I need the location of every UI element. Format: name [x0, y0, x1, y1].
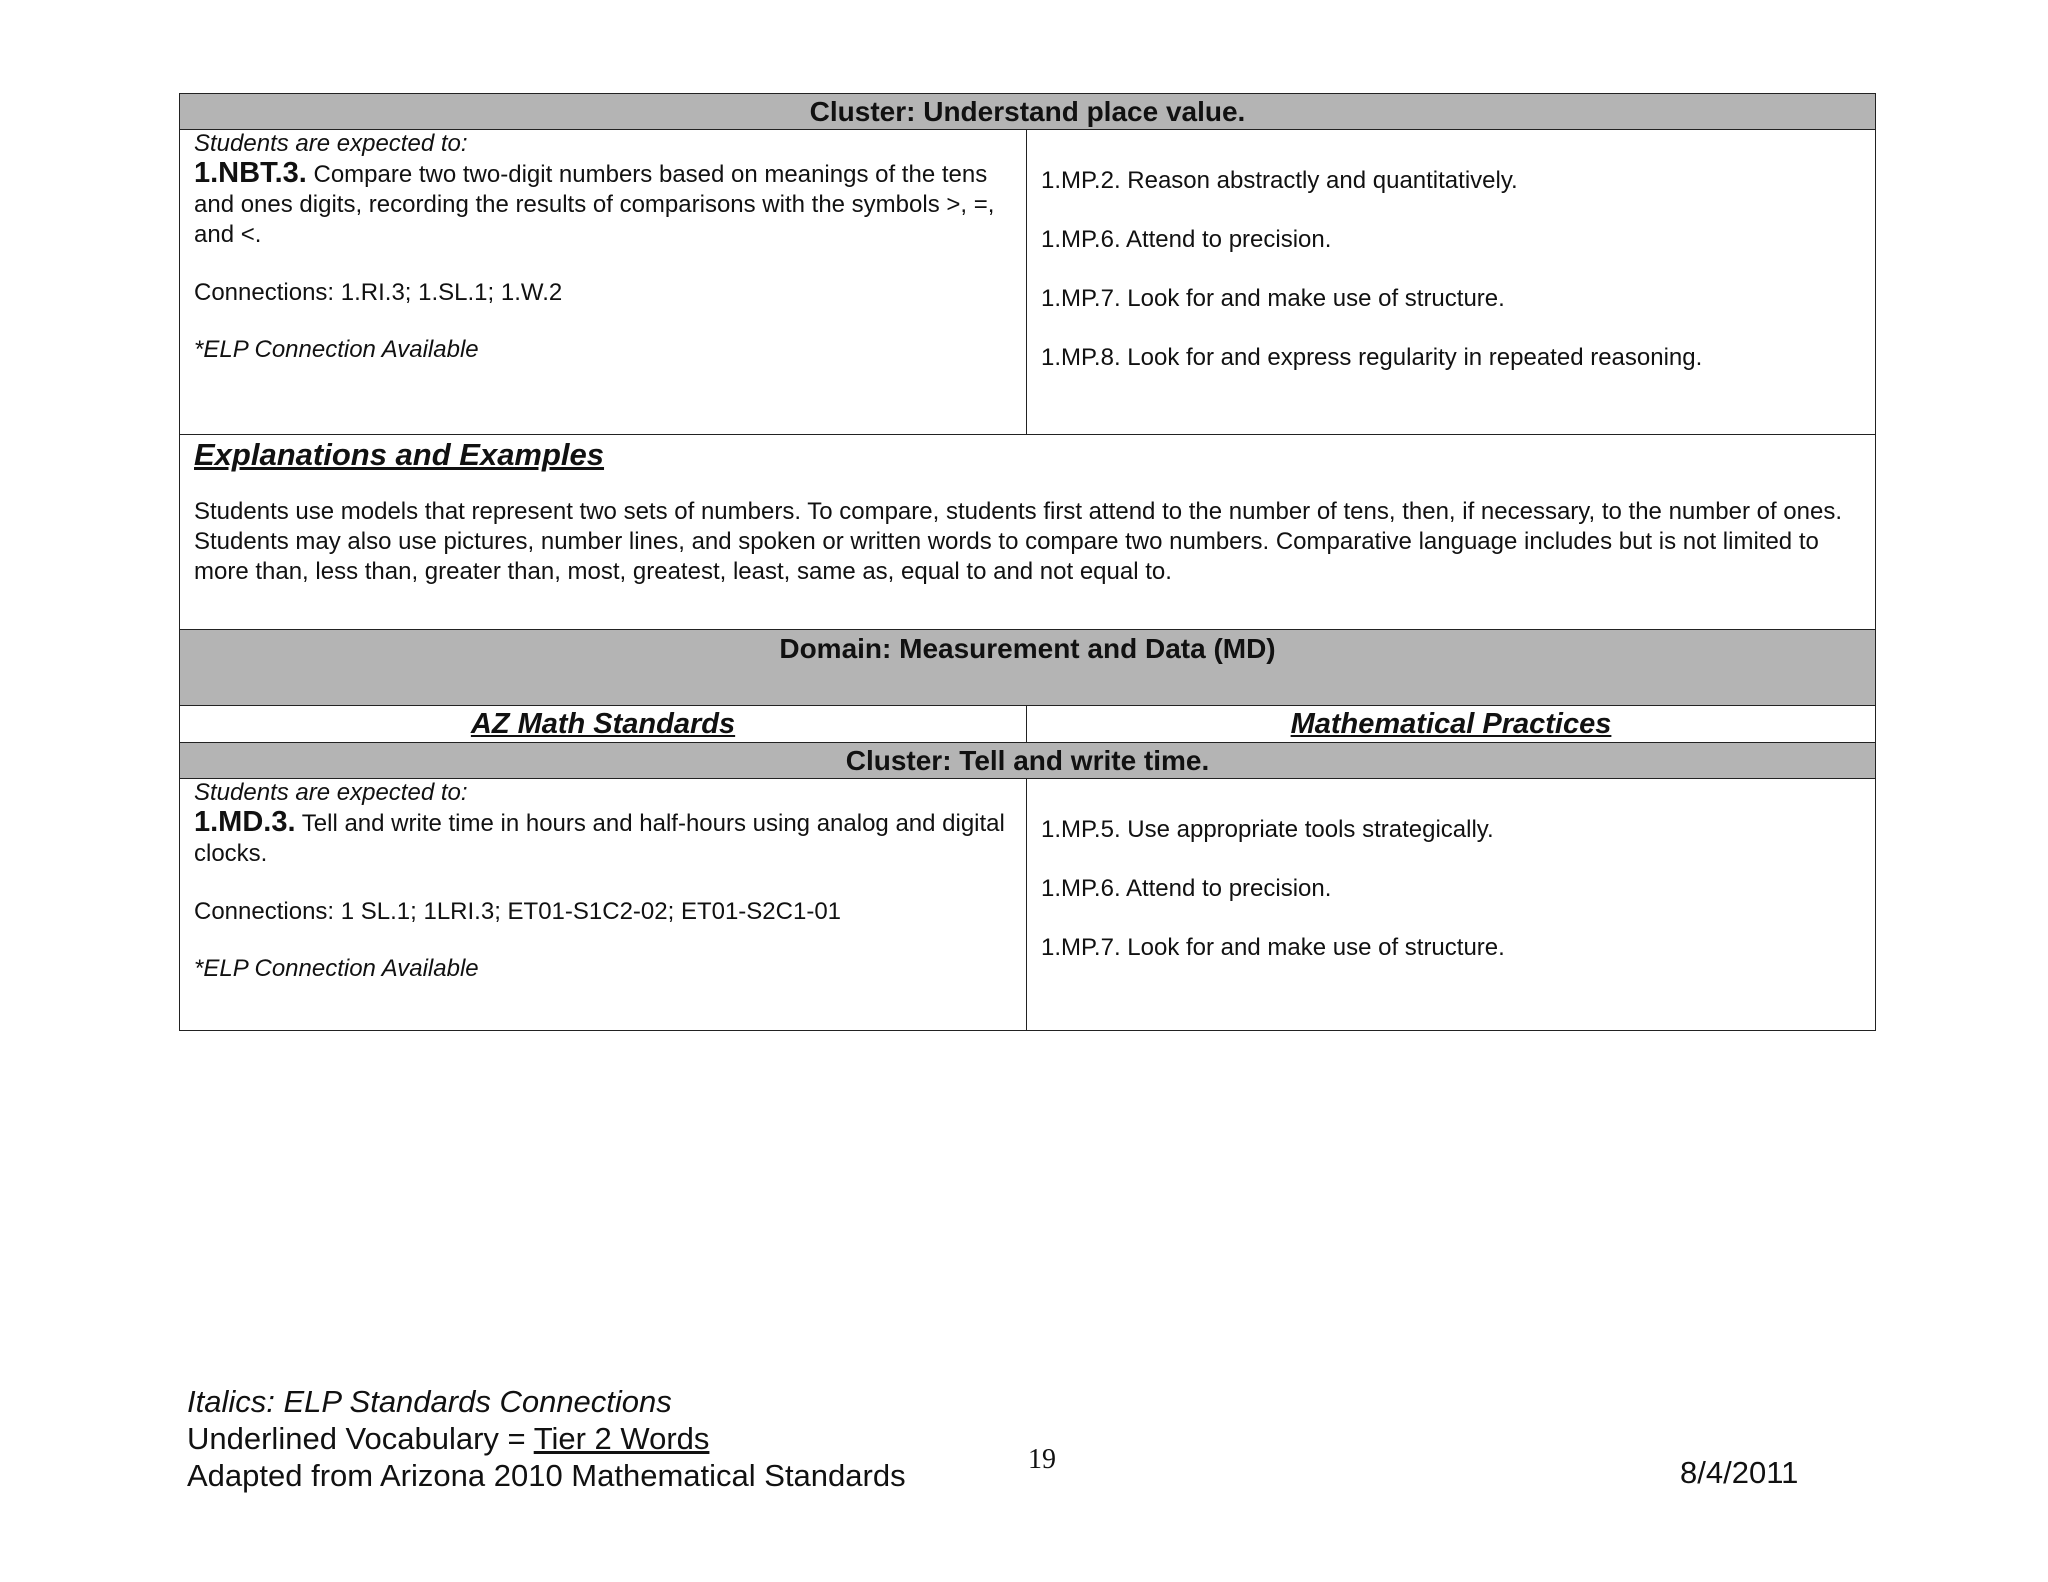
standard-cell — [180, 130, 1027, 435]
practice-item: 1.MP.6. Attend to precision. — [1041, 226, 1332, 253]
footer-tier-words: Tier 2 Words — [533, 1421, 710, 1456]
footer-source-note: Adapted from Arizona 2010 Mathematical Standards — [187, 1458, 906, 1493]
footer-vocabulary-prefix: Underlined Vocabulary = — [187, 1421, 534, 1456]
practice-item: 1.MP.7. Look for and make use of structure. — [1041, 285, 1505, 312]
practice-item: 1.MP.5. Use appropriate tools strategically. — [1041, 816, 1494, 843]
standard-code: 1.MD.3. — [194, 806, 296, 838]
footer-notes — [187, 1383, 906, 1494]
standard-text — [194, 807, 1012, 869]
practice-item: 1.MP.8. Look for and express regularity in repeated reasoning. — [1041, 344, 1703, 371]
standard-code: 1.NBT.3. — [194, 157, 307, 189]
elp-connection: *ELP Connection Available — [194, 955, 479, 982]
domain-header: Domain: Measurement and Data (MD) — [180, 630, 1876, 706]
explanations-text: Students use models that represent two sets of numbers. To compare, students first attend to the number of tens, then, if necessary, to the number of ones. Students may also use pictures, number lines, and spoken or written words to compare two numbers. Comparative language includes but is not limited to more than, less than, greater than, most, greatest, least, same as, equal to and not equal to. — [194, 498, 1843, 585]
page-number: 19 — [1028, 1444, 1056, 1475]
connections-text: Connections: 1 SL.1; 1LRI.3; ET01-S1C2-02; ET01-S2C1-01 — [194, 898, 842, 925]
standards-table — [179, 93, 1876, 1031]
standard-description: Tell and write time in hours and half-hours using analog and digital clocks. — [194, 810, 1005, 867]
column-header-practices: Mathematical Practices — [1027, 706, 1876, 743]
practices-cell — [1027, 130, 1876, 435]
cluster-header: Cluster: Understand place value. — [180, 94, 1876, 130]
footer-date: 8/4/2011 — [1680, 1455, 1799, 1490]
cluster-header: Cluster: Tell and write time. — [180, 743, 1876, 779]
practices-cell — [1027, 779, 1876, 1031]
practices-list — [1041, 130, 1861, 373]
practice-item: 1.MP.6. Attend to precision. — [1041, 875, 1332, 902]
practices-list — [1041, 779, 1861, 963]
standard-description: Compare two two-digit numbers based on meanings of the tens and ones digits, recording the results of comparisons with the symbols >, =, and <. — [194, 161, 995, 248]
elp-connection: *ELP Connection Available — [194, 336, 479, 363]
footer-italics-note: Italics: ELP Standards Connections — [187, 1384, 672, 1419]
explanations-title: Explanations and Examples — [194, 437, 605, 472]
standard-text — [194, 158, 1012, 250]
standard-cell — [180, 779, 1027, 1031]
explanations-cell — [180, 435, 1876, 630]
connections-text: Connections: 1.RI.3; 1.SL.1; 1.W.2 — [194, 279, 563, 306]
footer-vocabulary-note — [187, 1420, 906, 1457]
expected-label: Students are expected to: — [194, 130, 468, 157]
column-header-standards: AZ Math Standards — [180, 706, 1027, 743]
practice-item: 1.MP.2. Reason abstractly and quantitatively. — [1041, 167, 1518, 194]
practice-item: 1.MP.7. Look for and make use of structure. — [1041, 934, 1505, 961]
expected-label: Students are expected to: — [194, 779, 468, 806]
